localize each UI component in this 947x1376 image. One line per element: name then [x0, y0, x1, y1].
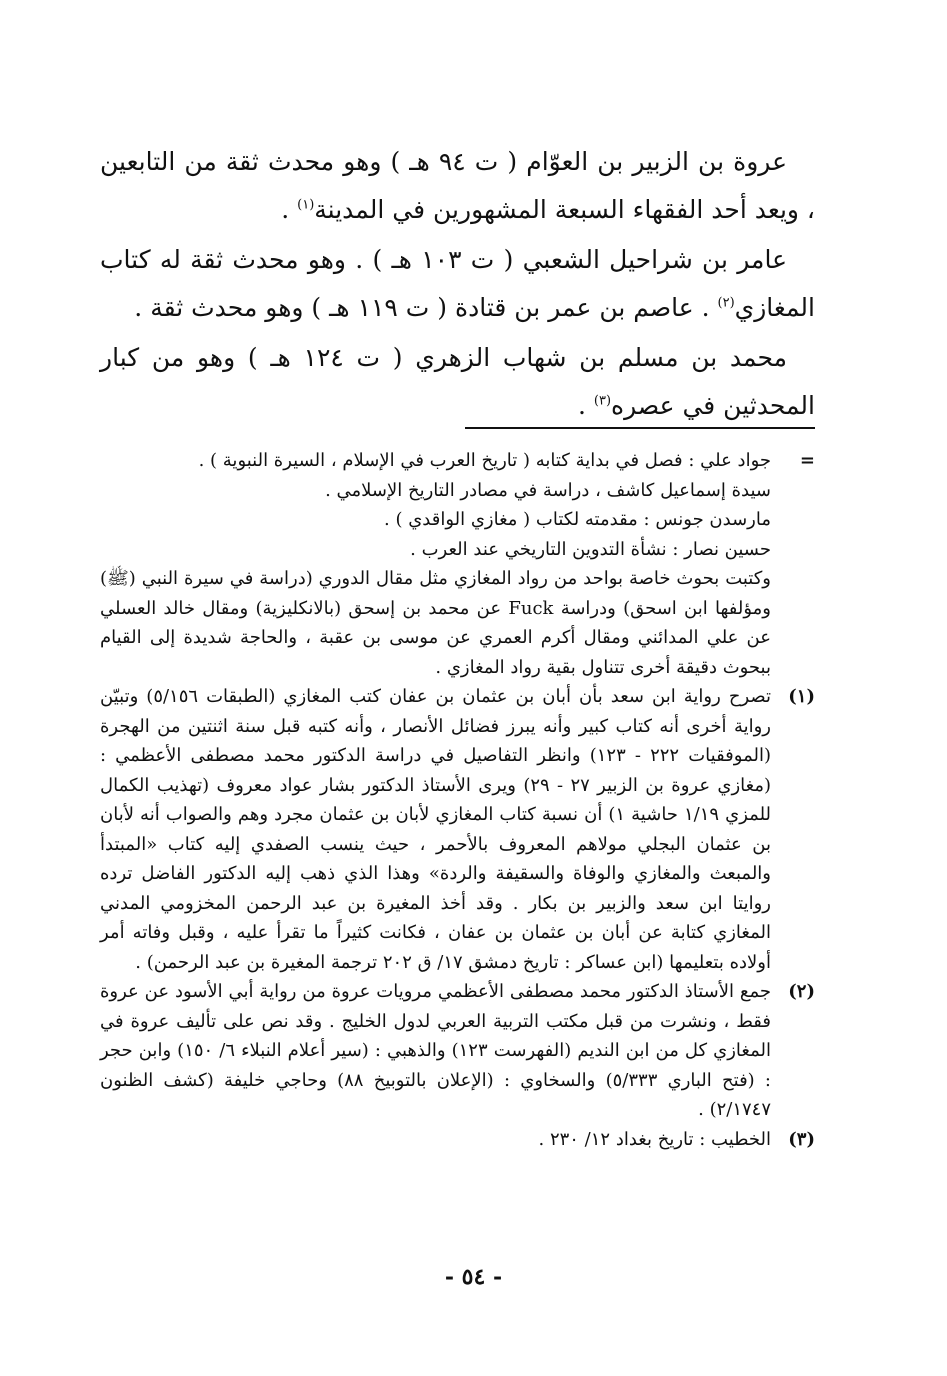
footnote-text: جمع الأستاذ الدكتور محمد مصطفى الأعظمي مرويات عروة من رواية أبي الأسود عن عروة فقط ، ونشرت من قبل مكتب التربية العربي لدول الخليج . وقد نص على تأليف عروة في المغازي كل من ابن النديم (الفهرست ١٢٣) والذهبي : (سير أعلام النبلاء ٦/ ١٥٠) وابن حجر : (فتح الباري ٥/٣٣٣) والسخاوي : (الإعلان بالتوبيخ ٨٨) وحاجي خليفة (كشف الظنون ٢/١٧٤٧) .	[100, 981, 771, 1120]
paragraph-text: محمد بن مسلم بن شهاب الزهري ( ت ١٢٤ هـ ) وهو من كبار المحدثين في عصره	[100, 343, 815, 420]
paragraph-zuhri	[100, 334, 815, 430]
note-line: مارسدن جونس : مقدمته لكتاب ( مغازي الواقدي ) .	[384, 509, 771, 530]
footnote-ref[interactable]: (٣)	[593, 393, 612, 409]
page-number: - ٥٤ -	[444, 1264, 503, 1290]
paragraph-end: . عاصم بن عمر بن قتادة ( ت ١١٩ هـ ) وهو محدث ثقة .	[134, 293, 718, 322]
footnote-number: (٢)	[788, 981, 815, 1002]
footnote-number: (١)	[788, 686, 815, 707]
continuation-mark: =	[799, 450, 815, 471]
footnote-3	[100, 1125, 815, 1155]
paragraph-text: عامر بن شراحيل الشعبي ( ت ١٠٣ هـ ) . وهو محدث ثقة له كتاب المغازي	[100, 245, 815, 322]
main-text	[100, 138, 815, 432]
paragraph-urwa	[100, 138, 815, 234]
footnote-number: (٣)	[788, 1128, 815, 1150]
note-line: وكتبت بحوث خاصة بواحد من رواد المغازي مثل مقال الدوري (دراسة في سيرة النبي (ﷺ) ومؤلفها ابن اسحق) ودراسة Fuck عن محمد بن إسحق (بالانكليزية) ومقال خالد العسلي عن علي المدائني ومقال أكرم العمري عن موسى بن عقبة ، والحاجة شديدة إلى القيام ببحوث دقيقة أخرى تتناول بقية رواد المغازي .	[100, 568, 771, 678]
paragraph-text: عروة بن الزبير بن العوّام ( ت ٩٤ هـ ) وهو محدث ثقة من التابعين ، ويعد أحد الفقهاء السبعة المشهورين في المدينة	[100, 147, 815, 224]
note-line: حسين نصار : نشأة التدوين التاريخي عند العرب .	[410, 538, 771, 560]
footnotes	[100, 446, 815, 1154]
footnote-separator	[465, 427, 815, 429]
paragraph-end: .	[281, 195, 298, 224]
footnote-text: الخطيب : تاريخ بغداد ١٢/ ٢٣٠ .	[538, 1128, 771, 1150]
footnote-continuation	[100, 446, 815, 682]
paragraph-amir	[100, 236, 815, 332]
footnote-text: تصرح رواية ابن سعد بأن أبان بن عثمان بن عفان كتب المغازي (الطبقات ٥/١٥٦) وتبيّن رواية أخرى أنه كتاب كبير وأنه يبرز فضائل الأنصار ، وأنه كتبه قبل سنة اثنتين من الهجرة (الموفقيات ٢٢٢ - ١٢٣) وانظر التفاصيل في دراسة الدكتور محمد مصطفى الأعظمي : (مغازي عروة بن الزبير ٢٧ - ٢٩) ويرى الأستاذ الدكتور بشار عواد معروف (تهذيب الكمال للمزي ١/١٩ حاشية ١) أن نسبة كتاب المغازي لأبان بن عثمان مجرد وهم والصواب أنه لأبان بن عثمان البجلي مولاهم المعروف بالأحمر ، حيث ينسب الصفدي إليه كتاب «المبتدأ والمبعث والمغازي والوفاة والسقيفة والردة» وهذا الذي ذهب إليه الدكتور الفاضل ترده روايتا ابن سعد والزبير بن بكار . وقد أخذ المغيرة بن عبد الرحمن المخزومي المدني المغازي كتابة عن أبان بن عثمان بن عفان ، فكانت كثيراً ما تقرأ عليه ، وقبل وفاته أمر أولاده بتعليمها (ابن عساكر : تاريخ دمشق ١٧/ ق ٢٠٢ ترجمة المغيرة بن عبد الرحمن) .	[100, 686, 772, 973]
footnote-ref[interactable]: (٢)	[717, 295, 735, 311]
footnote-1	[100, 682, 815, 977]
note-line: سيدة إسماعيل كاشف ، دراسة في مصادر التاريخ الإسلامي .	[325, 479, 771, 501]
paragraph-end: .	[577, 391, 594, 420]
note-line: جواد علي : فصل في بداية كتابه ( تاريخ العرب في الإسلام ، السيرة النبوية ) .	[198, 450, 771, 471]
footnote-ref[interactable]: (١)	[297, 197, 315, 213]
footnote-2	[100, 977, 815, 1125]
